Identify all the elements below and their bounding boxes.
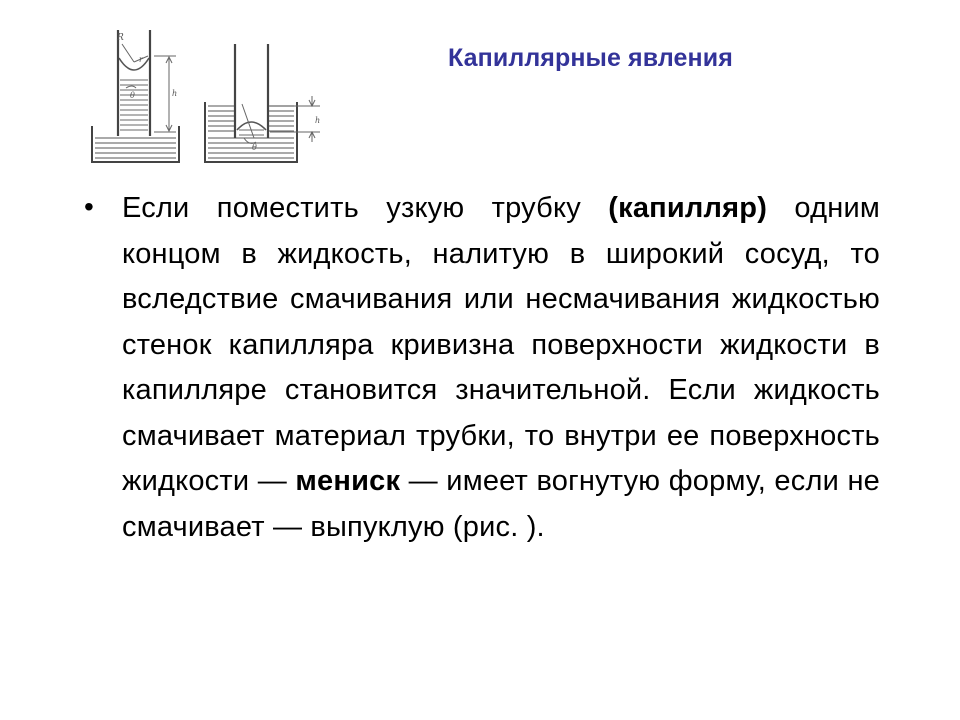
term-meniscus: мениск	[295, 465, 401, 497]
term-capillary: (капилляр)	[608, 192, 768, 224]
angle-right-label: θ	[252, 143, 257, 152]
angle-left-label: θ	[130, 91, 135, 100]
right-vessel	[205, 44, 320, 162]
capillary-figure	[84, 26, 328, 168]
radius-label: R	[117, 33, 124, 43]
height-right-label: h	[315, 116, 321, 125]
bullet-text-part-1: Если поместить узкую трубку	[122, 192, 609, 224]
height-left-label: h	[172, 89, 178, 98]
slide-title: Капиллярные явления	[448, 44, 733, 72]
bullet-text-part-2: одним концом в жидкость, налитую в широкий сосуд, то вследствие смачивания или несмачивания жидкостью стенок капилляра кривизна поверхности жидкости в капилляре становится значительной. Если жидкость смачивает материал трубки, то внутри ее поверхность жидкости —	[122, 192, 880, 497]
bullet-text-part-3: — имеет вогнутую форму, если не смачивает — выпуклую (рис. ).	[122, 465, 880, 543]
bullet-marker: •	[84, 191, 94, 222]
capillary-diagram	[84, 26, 328, 168]
radius-small-label: r	[139, 55, 143, 64]
left-vessel	[92, 30, 179, 162]
bullet-text	[122, 186, 880, 550]
